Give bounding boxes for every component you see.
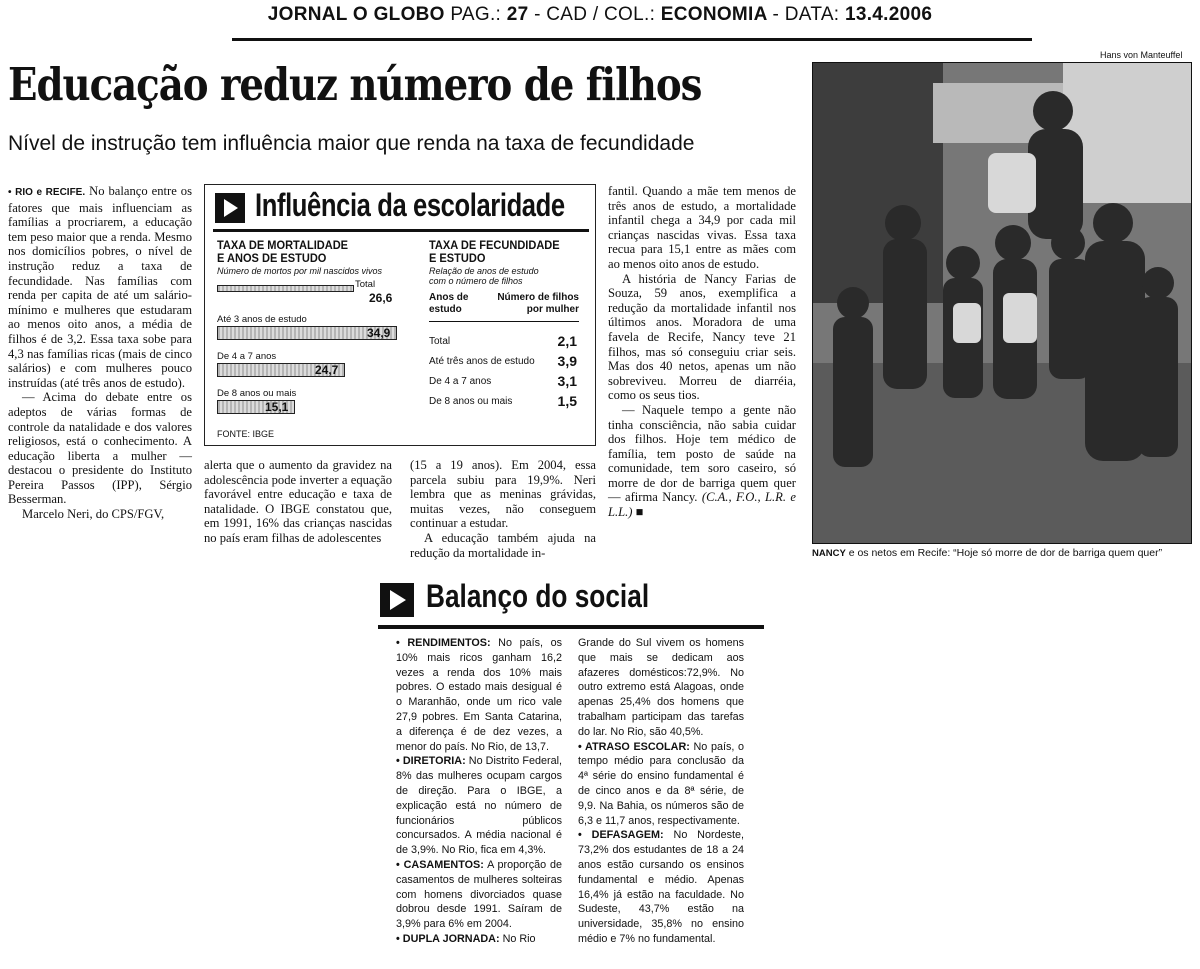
- paragraph: — Acima do debate entre os adeptos de várias formas de controle da natalidade e dos valores religiosos, está o conhecimento. A educação liberta a mulher — destacou o presidente do Instituto Pereira Passos (IPP), Sérgio Besserman.: [8, 390, 192, 507]
- social-item: • CASAMENTOS: A proporção de casamentos de mulheres solteiras com homens divorciados quase dobrou desde 1991. Saíram de 3,9% para 6% em 2004.: [396, 858, 563, 931]
- table-row-label: De 4 a 7 anos: [429, 376, 492, 387]
- bar-category-label: Total: [355, 279, 376, 290]
- source-note: FONTE: IBGE: [217, 429, 275, 439]
- article-column-2: [204, 458, 392, 546]
- fertility-subtitle: Relação de anos de estudo com o número de filhos: [429, 266, 539, 286]
- dateline: • RIO e RECIFE.: [8, 187, 86, 198]
- bar-value-label: 15,1: [265, 400, 289, 414]
- bar: [217, 285, 354, 292]
- paragraph: alerta que o aumento da gravidez na adolescência pode inverter a equação favorável entre educação e taxa de natalidade. O IBGE constatou que, em 1991, 16% das crianças nascidas no país eram filhas de adolescentes: [204, 458, 392, 545]
- social-title: Balanço do social: [426, 578, 650, 614]
- header-rule: [232, 38, 1032, 41]
- table-header-children: Número de filhos por mulher: [497, 292, 579, 315]
- social-rule: [378, 625, 764, 629]
- caption-text: e os netos em Recife: “Hoje só morre de dor de barriga quem quer”: [848, 547, 1163, 559]
- paragraph: No balanço entre os fatores que mais influenciam as famílias a procriarem, a educação tem peso maior que a renda. Mesmo nos domicílios pobres, o nível de instrução reduz a taxa de fecundidade. Nas famílias com renda per capita de até um salário-mínimo e mulheres que estudaram ao menos oito anos, a média de filhos é de 3,2. Essa taxa sobe para 4,3 nas famílias ricas (mais de cinco salários) e com mulheres pouco instruídas (até três anos de estudo).: [8, 184, 192, 390]
- bar-category-label: De 8 anos ou mais: [217, 388, 297, 399]
- table-row-value: 2,1: [557, 333, 577, 349]
- play-arrow-icon: [215, 193, 245, 223]
- table-row-value: 1,5: [557, 393, 577, 409]
- paragraph: — Naquele tempo a gente não tinha consciência, não sabia cuidar dos filhos. Hoje tem médico de família, tem posto de saúde na comunidade, tem soro caseiro, só morre de dor de barriga quem quer — afirma Nancy.: [608, 402, 796, 505]
- table-row-label: De 8 anos ou mais: [429, 396, 513, 407]
- table-rule: [429, 321, 579, 322]
- infographic-box: [204, 184, 596, 446]
- play-arrow-icon: [380, 583, 414, 617]
- social-item: • DEFASAGEM: No Nordeste, 73,2% dos estudantes de 18 a 24 anos estão cursando os ensinos fundamental e médio. Apenas 16,4% já estão na faculdade. No Sudeste, 43,7% estão na universidade, 35,8% no ensino médio e 7% no fundamental.: [578, 829, 744, 945]
- paragraph: fantil. Quando a mãe tem menos de três anos de estudo, a mortalidade infantil chega a 34,9 por cada mil crianças nascidas vivas. Essa taxa recua para 15,1 entre as mães com ao menos oito anos de estudo.: [608, 184, 796, 271]
- headline: Educação reduz número de filhos: [8, 58, 702, 111]
- table-row-label: Até três anos de estudo: [429, 356, 535, 367]
- signature: (C.A., F.O., L.R. e L.L.): [608, 490, 797, 520]
- bar-value-label: 24,7: [315, 363, 339, 377]
- bar-category-label: Até 3 anos de estudo: [217, 314, 307, 325]
- article-column-1: [8, 184, 192, 522]
- subheadline: Nível de instrução tem influência maior que renda na taxa de fecundidade: [8, 132, 695, 155]
- photo: [812, 62, 1192, 544]
- date-label: - DATA:: [772, 4, 840, 25]
- mortality-subtitle: Número de mortos por mil nascidos vivos: [217, 266, 383, 276]
- infographic-title: Influência da escolaridade: [255, 187, 565, 223]
- paragraph: A educação também ajuda na redução da mortalidade in-: [410, 530, 596, 560]
- end-mark-icon: ■: [635, 505, 644, 520]
- paragraph: A história de Nancy Farias de Souza, 59 anos, exemplifica a redução da mortalidade infantil nos últimos anos. Moradora de uma favela de Recife, Nancy teve 21 filhos, mas só conseguiu criar seis. Mas dos 40 netos, apenas um não sobreviveu. Morreu de diarréia, como os seus tios.: [608, 271, 796, 403]
- paragraph: (15 a 19 anos). Em 2004, essa parcela subiu para 19,9%. Neri lembra que as meninas grávidas, muitas vezes, não conseguem continuar a estudar.: [410, 458, 596, 531]
- caption-subject: NANCY: [812, 548, 846, 559]
- social-column-1: [396, 636, 562, 947]
- paragraph: Marcelo Neri, do CPS/FGV,: [22, 507, 165, 522]
- photo-credit: Hans von Manteuffel: [1100, 50, 1183, 60]
- social-item: • RENDIMENTOS: No país, os 10% mais ricos ganham 16,2 vezes a renda dos 10% mais pobres. O estado mais desigual é o Maranhão, onde um rico vale 27,9 pobres. Em Santa Catarina, a diferença é de dez vezes, a menor do país. No Rio, de 13,7.: [396, 637, 562, 753]
- date-value: 13.4.2006: [844, 4, 933, 25]
- bar-category-label: De 4 a 7 anos: [217, 351, 277, 362]
- social-item: • ATRASO ESCOLAR: No país, o tempo médio para conclusão da 4ª série do ensino fundamental é de cinco anos e da 8ª série, de 9,9. Na Bahia, os números são de 6,3 e 11,7 anos, respectivamente.: [578, 740, 745, 827]
- clipping-header: [0, 4, 1200, 26]
- page-label: PAG.:: [450, 4, 502, 25]
- social-item: • DUPLA JORNADA: No Rio: [396, 932, 536, 945]
- paper-name: JORNAL O GLOBO: [267, 4, 445, 25]
- section-label: - CAD / COL.:: [534, 4, 656, 25]
- photo-caption: [812, 547, 1162, 559]
- article-column-4: [608, 184, 796, 520]
- mortality-title: TAXA DE MORTALIDADE E ANOS DE ESTUDO: [217, 238, 349, 265]
- table-row-value: 3,1: [557, 373, 577, 389]
- fertility-title: TAXA DE FECUNDIDADE E ESTUDO: [429, 238, 560, 265]
- table-row-value: 3,9: [557, 353, 577, 369]
- bar-value-label: 34,9: [367, 326, 391, 340]
- photo-illustration: [813, 63, 1192, 544]
- section-name: ECONOMIA: [660, 4, 767, 25]
- social-column-2: [578, 636, 744, 947]
- table-header-years: Anos de estudo: [429, 292, 469, 315]
- social-item: Grande do Sul vivem os homens que mais se dedicam aos afazeres domésticos:72,9%. No outro extremo está Alagoas, onde apenas 25,4% dos homens que trabalham participam das tarefas do lar. No Rio, são 40,5%.: [578, 637, 744, 738]
- article-column-3: [410, 458, 596, 560]
- table-row-label: Total: [429, 336, 451, 347]
- bar-value-label: 26,6: [369, 291, 393, 305]
- infographic-header: [205, 185, 595, 229]
- social-item: • DIRETORIA: No Distrito Federal, 8% das mulheres ocupam cargos de direção. Para o IBGE, a explicação está no número de funcionários públicos concursados. A média nacional é de 3,9%. No Rio, fica em 4,3%.: [396, 755, 562, 857]
- social-header: [380, 577, 800, 623]
- infographic-rule: [213, 229, 589, 232]
- page-number: 27: [506, 4, 529, 25]
